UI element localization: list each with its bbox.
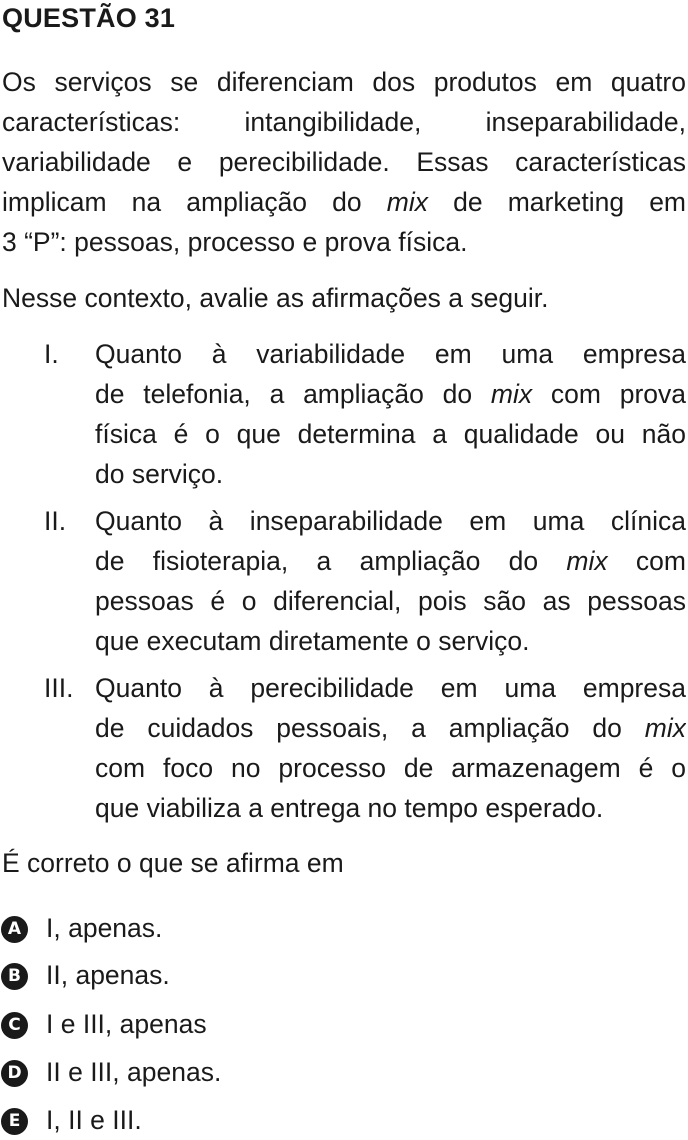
statement-body xyxy=(95,334,686,494)
statement-line: física é o que determina a qualidade ou não xyxy=(95,419,686,449)
intro-text: implicam na ampliação do xyxy=(2,187,387,217)
option-a[interactable] xyxy=(0,906,400,946)
intro-mix-term: mix xyxy=(386,187,428,217)
intro-text: de marketing em xyxy=(428,187,686,217)
option-text: II e III, apenas. xyxy=(46,1057,222,1087)
statement-mix-term: mix xyxy=(566,546,608,576)
option-letter-badge: D xyxy=(1,1060,28,1087)
statement-line xyxy=(95,541,686,581)
statement-text: de telefonia, a ampliação do xyxy=(95,379,491,409)
statement-body xyxy=(95,501,686,661)
statement-number: I. xyxy=(44,339,59,369)
option-text: I e III, apenas xyxy=(46,1009,207,1039)
option-b[interactable] xyxy=(0,953,400,993)
statement-line: Quanto à perecibilidade em uma empresa xyxy=(95,673,686,703)
statement-text: com xyxy=(607,546,686,576)
statement-line xyxy=(95,374,686,414)
option-letter-badge: B xyxy=(1,963,28,990)
statement-line xyxy=(95,708,686,748)
intro-line: 3 “P”: pessoas, processo e prova física. xyxy=(2,227,468,257)
option-e[interactable] xyxy=(0,1098,400,1138)
statement-line: Quanto à inseparabilidade em uma clínica xyxy=(95,506,686,536)
option-letter-badge: A xyxy=(1,916,28,943)
statement-line: Quanto à variabilidade em uma empresa xyxy=(95,339,686,369)
option-text: II, apenas. xyxy=(46,960,170,990)
statement-line: pessoas é o diferencial, pois são as pessoas xyxy=(95,586,686,616)
statement-number: III. xyxy=(44,673,74,703)
statement-number: II. xyxy=(44,506,67,536)
context-line: Nesse contexto, avalie as afirmações a seguir. xyxy=(2,283,549,313)
statement-line: que viabiliza a entrega no tempo esperado. xyxy=(95,793,604,823)
context-paragraph xyxy=(2,278,686,318)
option-text: I, apenas. xyxy=(46,913,163,943)
question-prompt: É correto o que se afirma em xyxy=(2,848,344,878)
option-text: I, II e III. xyxy=(46,1105,142,1135)
intro-paragraph xyxy=(2,62,686,262)
option-d[interactable] xyxy=(0,1050,400,1090)
option-letter-badge: E xyxy=(1,1108,28,1135)
statement-body xyxy=(95,668,686,828)
statement-line: com foco no processo de armazenagem é o xyxy=(95,753,686,783)
intro-line: variabilidade e perecibilidade. Essas características xyxy=(2,147,686,177)
statement-line: que executam diretamente o serviço. xyxy=(95,626,530,656)
statement-text: de cuidados pessoais, a ampliação do xyxy=(95,713,645,743)
intro-line xyxy=(2,182,686,222)
intro-line: Os serviços se diferenciam dos produtos em quatro xyxy=(2,67,686,97)
option-c[interactable] xyxy=(0,1002,400,1042)
statement-text: com prova xyxy=(532,379,686,409)
statement-line: do serviço. xyxy=(95,459,224,489)
intro-line: características: intangibilidade, inseparabilidade, xyxy=(2,107,686,137)
question-title: QUESTÃO 31 xyxy=(2,3,176,33)
statement-mix-term: mix xyxy=(644,713,686,743)
option-letter-badge: C xyxy=(1,1012,28,1039)
statement-text: de fisioterapia, a ampliação do xyxy=(95,546,567,576)
statement-mix-term: mix xyxy=(490,379,533,409)
